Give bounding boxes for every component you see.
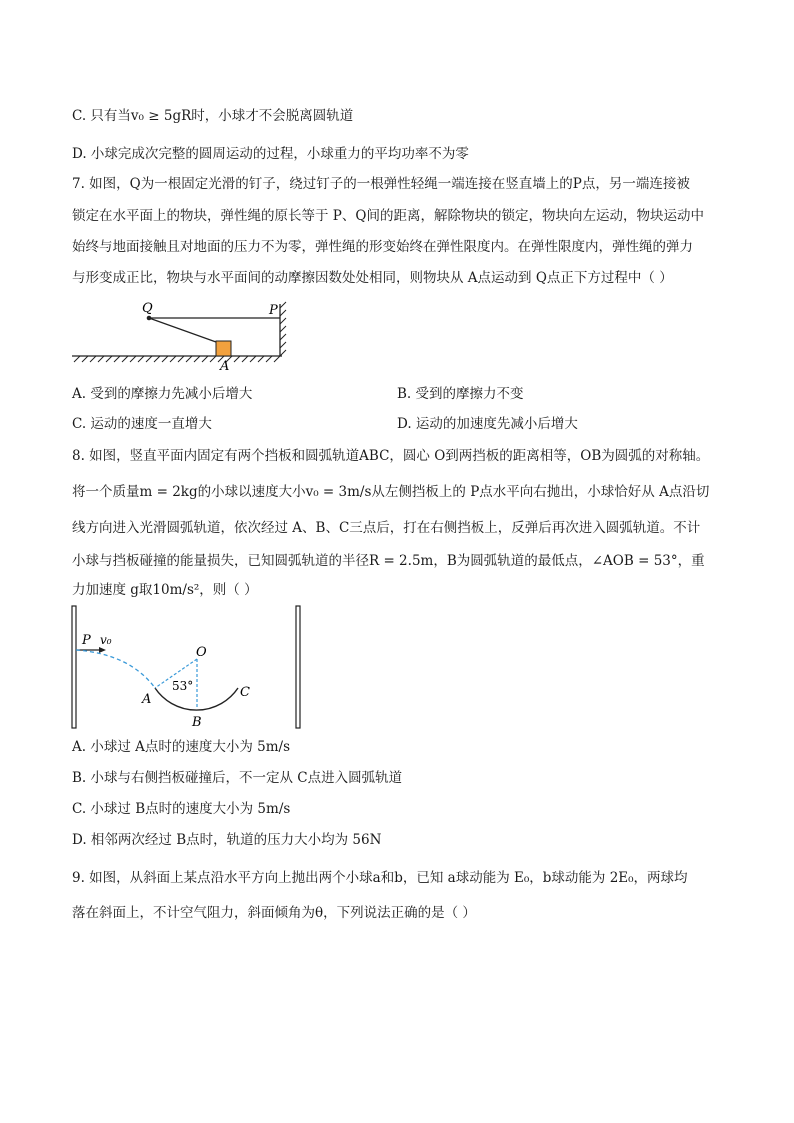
q6-option-c: C. 只有当v₀ ≥ 5gR时，小球才不会脱离圆轨道 — [72, 108, 354, 124]
q7-stem-line-1: 7. 如图，Q为一根固定光滑的钉子，绕过钉子的一根弹性轻绳一端连接在竖直墙上的P点，另一端连接被 — [72, 176, 690, 192]
q7-stem-line-3: 始终与地面接触且对地面的压力不为零，弹性绳的形变始终在弹性限度内。在弹性限度内，弹性绳的弹力 — [72, 239, 693, 255]
q9-stem-line-1: 9. 如图，从斜面上某点沿水平方向上抛出两个小球a和b，已知 a球动能为 E₀，b球动能为 2E₀，两球均 — [72, 870, 688, 886]
q7-option-a: A. 受到的摩擦力先减小后增大 — [72, 386, 253, 402]
q8-label-a: A — [142, 692, 152, 707]
q8-option-a: A. 小球过 A点时的速度大小为 5m/s — [72, 739, 291, 755]
q8-stem-line-1: 8. 如图，竖直平面内固定有两个挡板和圆弧轨道ABC，圆心 O到两挡板的距离相等，OB为圆弧的对称轴。 — [72, 448, 710, 464]
q7-stem-line-2: 锁定在水平面上的物块，弹性绳的原长等于 P、Q间的距离，解除物块的锁定，物块向左运动，物块运动中 — [72, 208, 704, 224]
q7-label-a: A — [220, 359, 230, 374]
q8-option-c: C. 小球过 B点时的速度大小为 5m/s — [72, 801, 291, 817]
q7-wall-hatch — [280, 302, 286, 356]
q7-ground-hatch — [74, 356, 280, 362]
q8-velocity-arrowhead — [99, 647, 106, 653]
q7-figure — [70, 296, 300, 376]
q8-stem-line-4: 小球与挡板碰撞的能量损失，已知圆弧轨道的半径R = 2.5m，B为圆弧轨道的最低点，∠AOB = 53°，重 — [72, 553, 705, 569]
q8-left-baffle — [72, 606, 76, 728]
q7-rope-to-block — [149, 318, 216, 342]
q7-option-b: B. 受到的摩擦力不变 — [397, 386, 524, 402]
q8-stem-line-3: 线方向进入光滑圆弧轨道，依次经过 A、B、C三点后，打在右侧挡板上，反弹后再次进入圆弧轨道。不计 — [72, 520, 701, 536]
q8-label-v0: v₀ — [100, 633, 112, 647]
q9-stem-line-2: 落在斜面上，不计空气阻力，斜面倾角为θ，下列说法正确的是（ ） — [72, 905, 476, 921]
q8-stem-line-2: 将一个质量m = 2kg的小球以速度大小v₀ = 3m/s从左侧挡板上的 P点水平向右抛出，小球恰好从 A点沿切 — [72, 484, 710, 500]
q7-stem-line-4: 与形变成正比，物块与水平面间的动摩擦因数处处相同，则物块从 A点运动到 Q点正下方过程中（ ） — [72, 270, 673, 286]
q8-stem-line-5: 力加速度 g取10m/s²，则（ ） — [72, 582, 258, 598]
q7-label-p: P — [269, 303, 278, 318]
q8-figure — [68, 604, 308, 732]
q7-label-q: Q — [142, 301, 153, 316]
q8-right-baffle — [296, 606, 300, 728]
q8-label-p: P — [82, 633, 91, 648]
q8-projectile-path — [76, 650, 155, 688]
q7-option-c: C. 运动的速度一直增大 — [72, 416, 212, 432]
q8-option-d: D. 相邻两次经过 B点时，轨道的压力大小均为 56N — [72, 832, 382, 848]
q6-option-d: D. 小球完成次完整的圆周运动的过程，小球重力的平均功率不为零 — [72, 146, 469, 162]
q8-label-o: O — [196, 645, 207, 660]
q8-label-c: C — [240, 685, 250, 700]
q8-label-b: B — [192, 715, 202, 730]
q8-label-angle: 53° — [172, 679, 194, 693]
q7-block — [216, 341, 231, 356]
q7-option-d: D. 运动的加速度先减小后增大 — [397, 416, 578, 432]
q8-option-b: B. 小球与右侧挡板碰撞后，不一定从 C点进入圆弧轨道 — [72, 770, 403, 786]
